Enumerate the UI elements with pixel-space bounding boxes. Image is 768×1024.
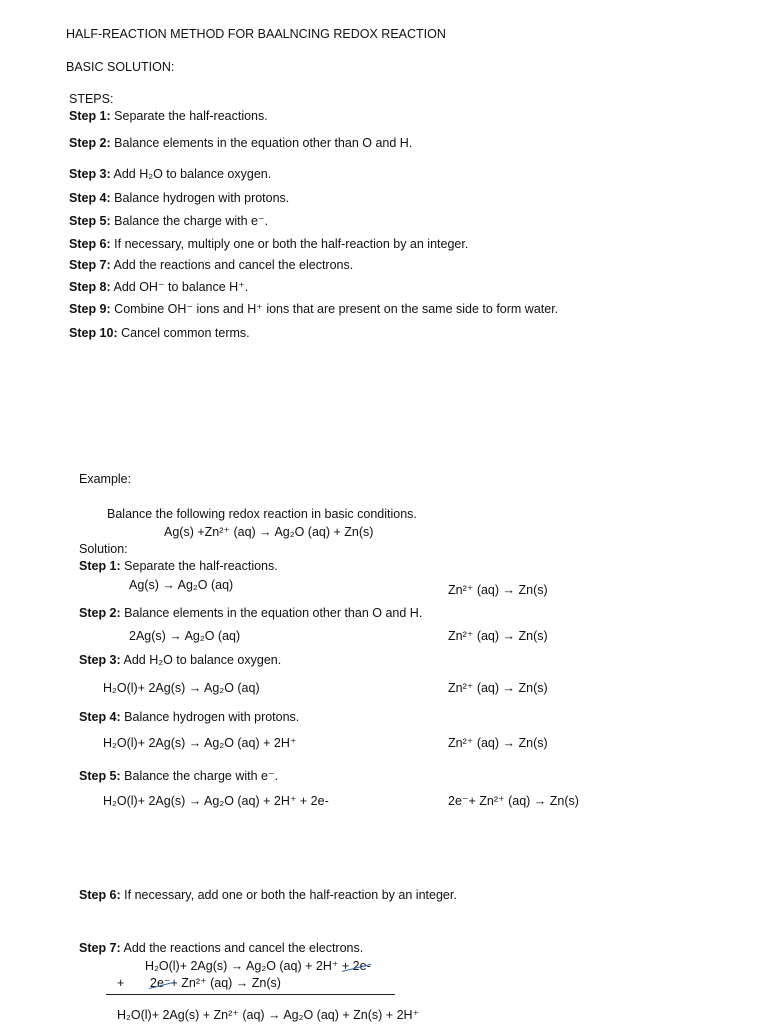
half-reaction-left: H₂O(l)+ 2Ag(s) → Ag₂O (aq) + 2H⁺ (103, 736, 297, 750)
solution-step-3: Step 3: Add H₂O to balance oxygen. (79, 653, 282, 667)
plus-sign: + (117, 976, 125, 990)
step-item: Step 9: Combine OH⁻ ions and H⁺ ions that are present on the same side to form water. (69, 302, 559, 316)
example-reaction: Ag(s) +Zn²⁺ (aq) → Ag₂O (aq) + Zn(s) (164, 525, 374, 539)
example-prompt: Balance the following redox reaction in basic conditions. (107, 507, 417, 521)
half-reaction-right: Zn²⁺ (aq) → Zn(s) (448, 681, 548, 695)
half-reaction-left: Ag(s) → Ag₂O (aq) (129, 578, 234, 592)
half-reaction-right: Zn²⁺ (aq) → Zn(s) (448, 583, 548, 597)
solution-step-7: Step 7: Add the reactions and cancel the electrons. (79, 941, 364, 955)
step-item: Step 6: If necessary, multiply one or both the half-reaction by an integer. (69, 237, 469, 251)
solution-step-2: Step 2: Balance elements in the equation other than O and H. (79, 606, 423, 620)
solution-step-5: Step 5: Balance the charge with e⁻. (79, 769, 279, 783)
document-title: HALF-REACTION METHOD FOR BAALNCING REDOX REACTION (66, 27, 446, 41)
solution-step-4: Step 4: Balance hydrogen with protons. (79, 710, 300, 724)
solution-step-6: Step 6: If necessary, add one or both the half-reaction by an integer. (79, 888, 457, 902)
half-reaction-left: H₂O(l)+ 2Ag(s) → Ag₂O (aq) + 2H⁺ + 2e- (103, 794, 329, 808)
sum-rule (106, 994, 395, 995)
combined-line-1: H₂O(l)+ 2Ag(s) → Ag₂O (aq) + 2H⁺ + 2e- (145, 959, 371, 973)
half-reaction-left: H₂O(l)+ 2Ag(s) → Ag₂O (aq) (103, 681, 260, 695)
solution-label: Solution: (79, 542, 128, 556)
half-reaction-right: Zn²⁺ (aq) → Zn(s) (448, 736, 548, 750)
step-item: Step 1: Separate the half-reactions. (69, 109, 268, 123)
combined-line-2: 2e⁻+ Zn²⁺ (aq) → Zn(s) (150, 976, 281, 990)
step-item: Step 10: Cancel common terms. (69, 326, 250, 340)
steps-heading: STEPS: (69, 92, 114, 106)
step-item: Step 7: Add the reactions and cancel the electrons. (69, 258, 354, 272)
step-item: Step 5: Balance the charge with e⁻. (69, 214, 269, 228)
step-item: Step 2: Balance elements in the equation other than O and H. (69, 136, 413, 150)
solution-step-1: Step 1: Separate the half-reactions. (79, 559, 278, 573)
step-item: Step 3: Add H₂O to balance oxygen. (69, 167, 272, 181)
net-reaction: H₂O(l)+ 2Ag(s) + Zn²⁺ (aq) → Ag₂O (aq) + Zn(s) + 2H⁺ (117, 1008, 420, 1022)
example-heading: Example: (79, 472, 132, 486)
half-reaction-right: Zn²⁺ (aq) → Zn(s) (448, 629, 548, 643)
subtitle: BASIC SOLUTION: (66, 60, 175, 74)
step-item: Step 4: Balance hydrogen with protons. (69, 191, 290, 205)
step-item: Step 8: Add OH⁻ to balance H⁺. (69, 280, 249, 294)
half-reaction-left: 2Ag(s) → Ag₂O (aq) (129, 629, 241, 643)
half-reaction-right: 2e⁻+ Zn²⁺ (aq) → Zn(s) (448, 794, 579, 808)
